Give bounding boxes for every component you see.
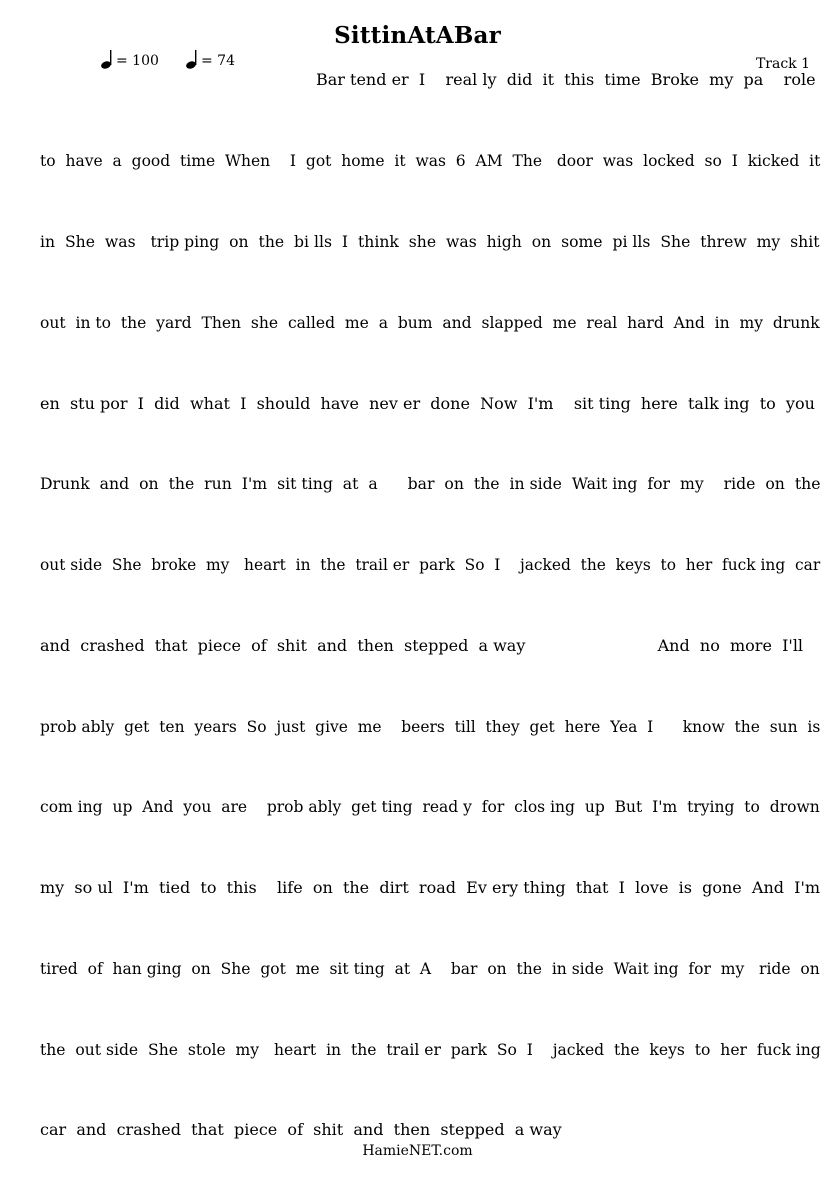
quarter-note-icon [185,49,199,69]
lyric-line: to have a good time When I got home it was 6 AM The door was locked so I kicked it [40,151,821,170]
quarter-note-icon [100,49,114,69]
lyric-line: in She was trip ping on the bi lls I think she was high on some pi lls She threw my shit [40,232,820,251]
tempo-value: = 74 [201,53,235,69]
lyric-line: out side She broke my heart in the trail er park So I jacked the keys to her fuck ing car [40,555,821,574]
lyric-line: and crashed that piece of shit and then stepped a way And no more I'll [40,636,804,655]
lyric-line: the out side She stole my heart in the trail er park So I jacked the keys to her fuck ing [40,1040,821,1059]
lyric-line: Drunk and on the run I'm sit ting at a bar on the in side Wait ing for my ride on the [40,474,821,493]
lyric-line: prob ably get ten years So just give me beers till they get here Yea I know the sun is [40,717,821,736]
lyric-line: my so ul I'm tied to this life on the dirt road Ev ery thing that I love is gone And I'm [40,878,821,897]
lyric-line: tired of han ging on She got me sit ting at A bar on the in side Wait ing for my ride on [40,959,820,978]
page-title: SittinAtABar [334,22,501,49]
tempo-mark [100,49,159,69]
lyric-line: out in to the yard Then she called me a bum and slapped me real hard And in my drunk [40,313,820,332]
lyric-line: en stu por I did what I should have nev er done Now I'm sit ting here talk ing to you [40,394,815,413]
tempo-mark [185,49,235,69]
track-label: Track 1 [755,56,810,72]
tempo-value: = 100 [116,53,159,69]
lyric-line: car and crashed that piece of shit and then stepped a way [40,1120,562,1139]
lyric-line: com ing up And you are prob ably get ting read y for clos ing up But I'm trying to drown [40,797,820,816]
lyric-line: Bar tend er I real ly did it this time Broke my pa role [316,70,816,89]
footer-credit: HamieNET.com [362,1143,473,1159]
